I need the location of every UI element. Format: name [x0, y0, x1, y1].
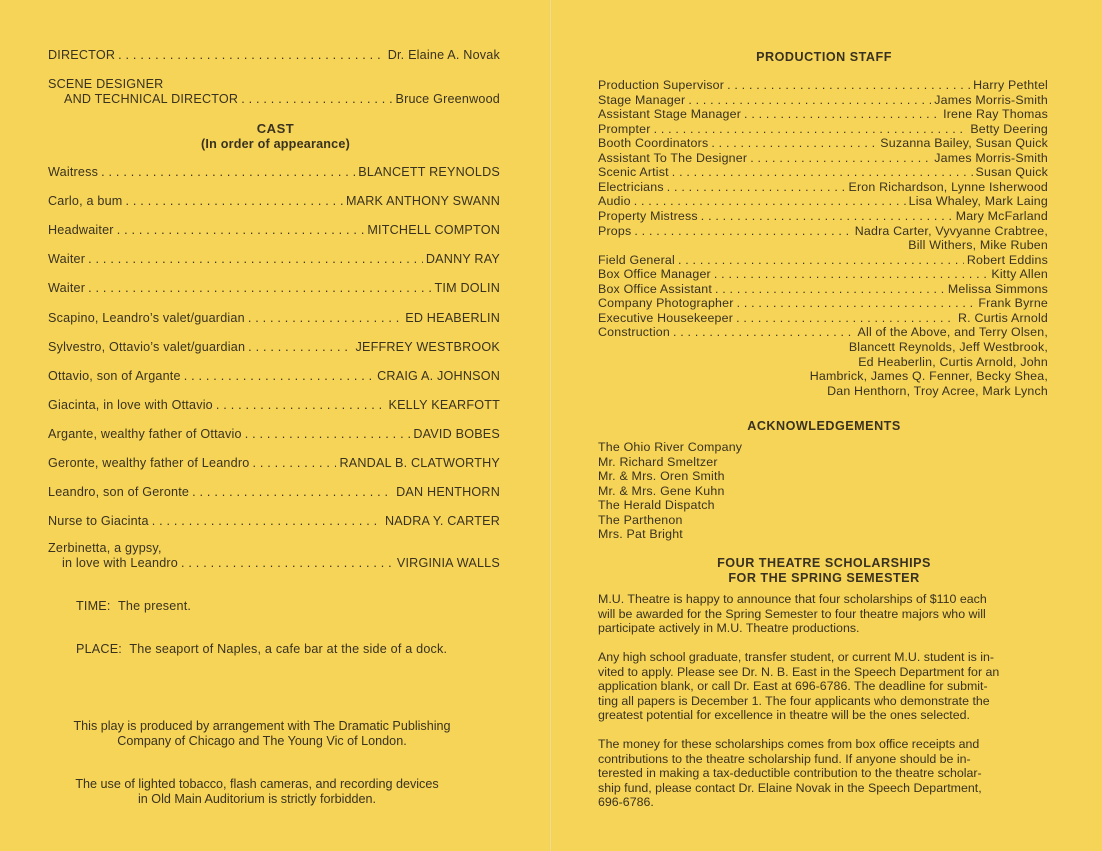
staff-role: Company Photographer	[598, 296, 734, 311]
staff-role: Stage Manager	[598, 92, 686, 107]
cast-role: Leandro, son of Geronte	[48, 485, 190, 500]
cast-role: Headwaiter	[48, 223, 114, 238]
leader-dots	[750, 152, 931, 164]
cast-role: Scapino, Leandro’s valet/guardian	[48, 310, 245, 325]
cast-actor: CRAIG A. JOHNSON	[377, 368, 500, 383]
scholarships-title-line2: FOR THE SPRING SEMESTER	[728, 571, 920, 585]
cast-actor: BLANCETT REYNOLDS	[358, 165, 500, 179]
scholarships-title	[551, 556, 1097, 586]
leader-dots	[118, 49, 385, 62]
construction-line: Ed Heaberlin, Curtis Arnold, John	[858, 354, 1048, 369]
staff-row	[598, 209, 1048, 224]
time-line	[76, 599, 191, 613]
cast-role: Waiter	[48, 281, 86, 296]
staff-row	[598, 93, 1048, 108]
zerbinetta-role-line1: Zerbinetta, a gypsy,	[48, 541, 162, 555]
staff-name: Mary McFarland	[955, 208, 1048, 223]
staff-row	[598, 122, 1048, 137]
paragraph-line: participate actively in M.U. Theatre productions.	[598, 621, 860, 635]
staff-role: Assistant To The Designer	[598, 150, 748, 165]
cast-row	[48, 427, 500, 441]
construction-line: Blancett Reynolds, Jeff Westbrook,	[848, 340, 1048, 354]
cast-role: Sylvestro, Ottavio’s valet/guardian	[48, 339, 246, 354]
staff-name: Betty Deering	[970, 121, 1048, 136]
staff-row	[598, 194, 1048, 209]
cast-role: Nurse to Giacinta	[48, 514, 149, 529]
production-staff-title: PRODUCTION STAFF	[756, 50, 892, 64]
leader-dots	[248, 341, 352, 354]
leader-dots	[152, 515, 382, 528]
cast-actor: DAVID BOBES	[413, 426, 500, 441]
zerbinetta-row	[62, 556, 500, 570]
cast-role: Geronte, wealthy father of Leandro	[48, 456, 250, 470]
acknowledgement-item: Mr. Richard Smeltzer	[598, 454, 718, 469]
cast-subtitle: (In order of appearance)	[201, 137, 350, 151]
paragraph-line: will be awarded for the Spring Semester to four theatre majors who will	[598, 606, 986, 621]
cast-role: Waiter	[48, 252, 86, 267]
staff-role: Assistant Stage Manager	[598, 107, 742, 122]
scholarship-paragraph-3	[598, 737, 1046, 810]
leader-dots	[727, 79, 970, 91]
cast-role: Waitress	[48, 165, 99, 179]
leader-dots	[181, 557, 394, 570]
leader-dots	[216, 399, 386, 412]
arrangement-line: This play is produced by arrangement with The Dramatic Publishing	[73, 719, 451, 733]
place-text: The seaport of Naples, a cafe bar at the side of a dock.	[129, 642, 448, 656]
staff-row	[598, 267, 1048, 282]
place-line	[76, 642, 447, 656]
staff-name: Susan Quick	[975, 165, 1048, 180]
staff-name: James Morris-Smith	[934, 92, 1048, 107]
arrangement-line: Company of Chicago and The Young Vic of London.	[117, 734, 407, 748]
staff-row	[598, 224, 1048, 239]
leader-dots	[688, 94, 931, 106]
construction-line: Dan Henthorn, Troy Acree, Mark Lynch	[827, 383, 1048, 398]
cast-actor: MITCHELL COMPTON	[367, 223, 500, 238]
acknowledgement-item: The Herald Dispatch	[598, 498, 715, 512]
leader-dots	[701, 210, 953, 222]
cast-row	[48, 485, 500, 499]
leader-dots	[678, 254, 964, 266]
cast-actor: TIM DOLIN	[434, 281, 500, 296]
cast-row	[48, 223, 500, 237]
cast-row	[48, 514, 500, 528]
staff-role: Electricians	[598, 179, 664, 194]
cast-actor: ED HEABERLIN	[405, 310, 500, 325]
acknowledgements-list	[598, 440, 742, 542]
zerbinetta-role-line2: in love with Leandro	[62, 556, 179, 570]
cast-row	[48, 194, 500, 208]
staff-row	[598, 165, 1048, 180]
arrangement-note	[0, 719, 524, 749]
leader-dots	[654, 123, 968, 135]
acknowledgement-item: The Ohio River Company	[598, 440, 743, 454]
right-page	[551, 0, 1102, 851]
cast-row	[48, 369, 500, 383]
staff-row	[598, 180, 1048, 195]
cast-role: Ottavio, son of Argante	[48, 368, 181, 383]
cast-row	[48, 311, 500, 325]
leader-dots	[737, 297, 976, 309]
staff-row	[598, 282, 1048, 297]
cast-role: Giacinta, in love with Ottavio	[48, 397, 213, 412]
acknowledgement-item: Mr. & Mrs. Gene Kuhn	[598, 483, 725, 498]
leader-dots	[184, 370, 374, 383]
scene-designer-label-line2: AND TECHNICAL DIRECTOR	[64, 92, 239, 106]
scholarship-paragraph-2	[598, 650, 1046, 723]
staff-name: Eron Richardson, Lynne Isherwood	[848, 179, 1048, 194]
staff-role: Executive Housekeeper	[598, 310, 734, 325]
scholarship-paragraph-1	[598, 592, 1046, 636]
paragraph-line: ting all papers is December 1. The four applicants who demonstrate the	[598, 693, 990, 708]
staff-role: Props	[598, 223, 632, 238]
staff-row	[598, 136, 1048, 151]
scene-designer-row	[64, 92, 500, 106]
staff-role: Production Supervisor	[598, 78, 725, 92]
leader-dots	[634, 225, 851, 237]
staff-name: Kitty Allen	[991, 267, 1048, 282]
director-name: Dr. Elaine A. Novak	[387, 48, 500, 62]
staff-row	[598, 296, 1048, 311]
paragraph-line: ship fund, please contact Dr. Elaine Novak in the Speech Department,	[598, 780, 982, 795]
place-label: PLACE:	[76, 642, 122, 656]
staff-role: Box Office Assistant	[598, 281, 712, 296]
props-continued: Bill Withers, Mike Ruben	[908, 238, 1048, 252]
leader-dots	[634, 195, 906, 207]
acknowledgement-item: Mr. & Mrs. Oren Smith	[598, 469, 725, 483]
staff-name: Melissa Simmons	[947, 281, 1048, 296]
paragraph-line: Any high school graduate, transfer student, or current M.U. student is in-	[598, 650, 995, 664]
leader-dots	[192, 486, 393, 499]
staff-name: R. Curtis Arnold	[958, 310, 1048, 325]
leader-dots	[714, 268, 989, 280]
paragraph-line: M.U. Theatre is happy to announce that four scholarships of $110 each	[598, 592, 987, 606]
paragraph-line: greatest potential for excellence in theatre will be the ones selected.	[598, 708, 970, 722]
warning-line: in Old Main Auditorium is strictly forbidden.	[138, 792, 376, 806]
cast-role: Carlo, a bum	[48, 194, 123, 209]
warning-line: The use of lighted tobacco, flash cameras, and recording devices	[75, 777, 439, 791]
acknowledgement-item: The Parthenon	[598, 512, 683, 527]
staff-role: Prompter	[598, 121, 651, 136]
staff-role: Audio	[598, 194, 631, 209]
leader-dots	[673, 326, 855, 338]
staff-name: Lisa Whaley, Mark Laing	[908, 194, 1048, 209]
staff-name: James Morris-Smith	[934, 150, 1048, 165]
paragraph-line: The money for these scholarships comes from box office receipts and	[598, 737, 980, 751]
staff-role: Property Mistress	[598, 208, 698, 223]
paragraph-line: application blank, or call Dr. East at 696-6786. The deadline for submit-	[598, 679, 988, 693]
warning-note	[0, 777, 514, 807]
staff-role: Box Office Manager	[598, 267, 711, 282]
staff-name: All of the Above, and Terry Olsen,	[857, 325, 1048, 340]
construction-line: Hambrick, James Q. Fenner, Becky Shea,	[809, 369, 1048, 384]
cast-row	[48, 281, 500, 295]
staff-name: Harry Pethtel	[973, 78, 1048, 92]
cast-role: Argante, wealthy father of Ottavio	[48, 426, 242, 441]
staff-row	[598, 253, 1048, 268]
staff-role: Construction	[598, 325, 670, 340]
leader-dots	[248, 312, 402, 325]
leader-dots	[101, 166, 355, 179]
staff-row	[598, 151, 1048, 166]
staff-name: Irene Ray Thomas	[943, 107, 1048, 122]
cast-actor: KELLY KEARFOTT	[388, 397, 500, 412]
leader-dots	[667, 181, 846, 193]
cast-row	[48, 340, 500, 354]
time-text: The present.	[118, 599, 192, 613]
staff-name: Suzanna Bailey, Susan Quick	[880, 136, 1048, 151]
acknowledgement-item: Mrs. Pat Bright	[598, 527, 683, 541]
paragraph-line: vited to apply. Please see Dr. N. B. East in the Speech Department for an	[598, 664, 1000, 679]
acknowledgements-title: ACKNOWLEDGEMENTS	[747, 419, 901, 433]
leader-dots	[744, 108, 940, 120]
cast-row	[48, 165, 500, 179]
staff-role: Scenic Artist	[598, 165, 669, 180]
paragraph-line: contributions to the theatre scholarship fund. If anyone should be in-	[598, 751, 971, 766]
cast-row	[48, 252, 500, 266]
staff-row	[598, 311, 1048, 326]
cast-row	[48, 398, 500, 412]
staff-row	[598, 78, 1048, 93]
paragraph-line: terested in making a tax-deductible contribution to the theatre scholar-	[598, 766, 982, 780]
construction-continued	[810, 340, 1048, 398]
leader-dots	[241, 93, 392, 106]
cast-actor: RANDAL B. CLATWORTHY	[339, 456, 500, 470]
staff-row	[598, 325, 1048, 340]
leader-dots	[88, 253, 423, 266]
scene-designer-name: Bruce Greenwood	[395, 92, 500, 106]
time-label: TIME:	[76, 599, 111, 613]
staff-role: Field General	[598, 252, 675, 267]
director-row	[48, 48, 500, 62]
cast-actor: DAN HENTHORN	[396, 485, 500, 500]
leader-dots	[715, 283, 945, 295]
zerbinetta-actor: VIRGINIA WALLS	[396, 556, 500, 570]
leader-dots	[736, 312, 955, 324]
cast-actor: JEFFREY WESTBROOK	[355, 339, 500, 354]
staff-role: Booth Coordinators	[598, 136, 709, 151]
paragraph-line: 696-6786.	[598, 795, 654, 809]
scene-designer-label-line1: SCENE DESIGNER	[48, 77, 164, 91]
staff-name: Robert Eddins	[966, 252, 1048, 267]
staff-row	[598, 107, 1048, 122]
cast-actor: DANNY RAY	[425, 252, 500, 267]
leader-dots	[711, 137, 877, 149]
cast-actor: NADRA Y. CARTER	[385, 514, 500, 529]
leader-dots	[252, 457, 336, 470]
scholarships-title-line1: FOUR THEATRE SCHOLARSHIPS	[717, 556, 931, 570]
leader-dots	[245, 428, 411, 441]
leader-dots	[88, 282, 431, 295]
cast-row	[48, 456, 500, 470]
director-label: DIRECTOR	[48, 48, 116, 62]
leader-dots	[126, 195, 343, 208]
cast-actor: MARK ANTHONY SWANN	[345, 194, 500, 209]
cast-title: CAST	[256, 121, 295, 136]
leader-dots	[117, 224, 365, 237]
leader-dots	[672, 166, 973, 178]
staff-name: Nadra Carter, Vyvyanne Crabtree,	[854, 223, 1048, 238]
staff-name: Frank Byrne	[978, 296, 1048, 311]
